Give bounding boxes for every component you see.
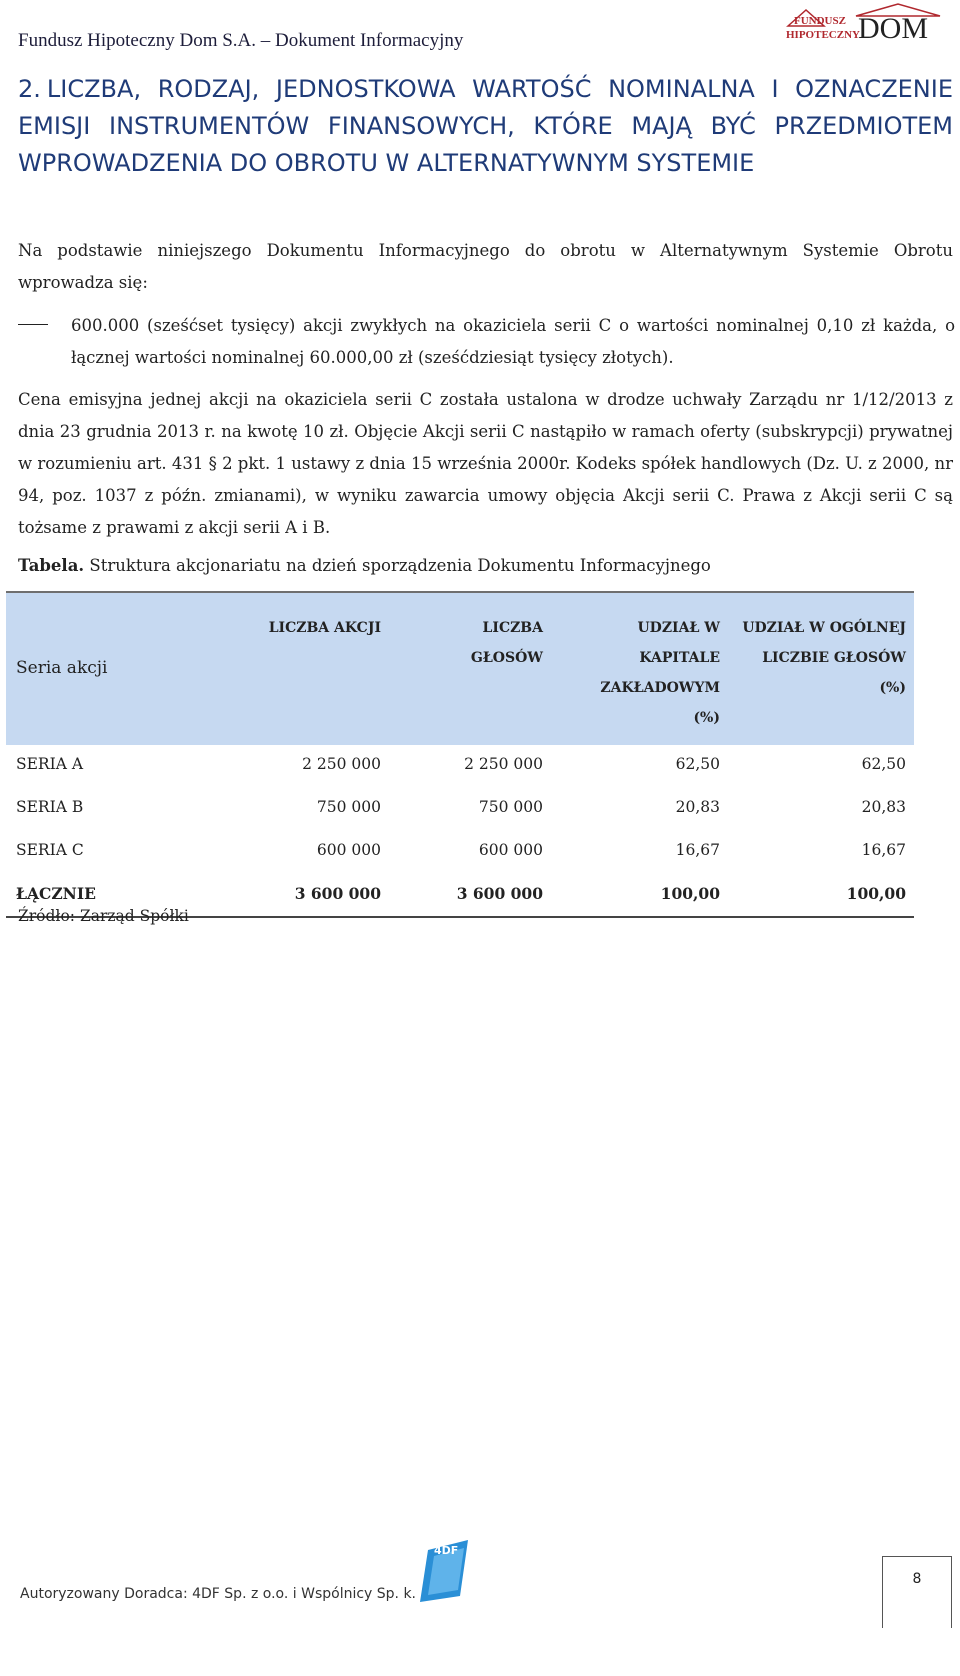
- table-caption: [18, 556, 711, 575]
- logo-line1: FUNDUSZ: [794, 15, 846, 27]
- shareholder-structure-table: [6, 591, 914, 918]
- header-udzial-w-kapitale: UDZIAŁ W KAPITALE ZAKŁADOWYM (%): [600, 620, 720, 726]
- section-heading: [18, 71, 953, 182]
- row-udzial-kapital: 16,67: [675, 841, 720, 859]
- logo-line2: HIPOTECZNY: [786, 29, 860, 41]
- row-udzial-kapital: 20,83: [675, 798, 720, 816]
- table-caption-text: Struktura akcjonariatu na dzień sporządzenia Dokumentu Informacyjnego: [84, 556, 711, 575]
- footer-advisor-text: Autoryzowany Doradca: 4DF Sp. z o.o. i Wspólnicy Sp. k.: [20, 1586, 417, 1602]
- row-liczba-glosow: 600 000: [478, 841, 543, 859]
- header-liczba-akcji: LICZBA AKCJI: [268, 620, 381, 636]
- row-udzial-glosy: 20,83: [861, 798, 906, 816]
- header-liczba-glosow: LICZBA GŁOSÓW: [470, 620, 543, 666]
- total-liczba-glosow: 3 600 000: [456, 884, 543, 903]
- document-header-title: Fundusz Hipoteczny Dom S.A. – Dokument Informacyjny: [18, 30, 464, 51]
- row-label: SERIA A: [16, 755, 84, 773]
- page-number-box: [882, 1556, 952, 1628]
- issue-price-paragraph: Cena emisyjna jednej akcji na okaziciela serii C została ustalona w drodze uchwały Zarządu nr 1/12/2013 z dnia 23 grudnia 2013 r. na kwotę 10 zł. Objęcie Akcji serii C nastąpiło w ramach oferty (subskrypcji) prywatnej w rozumieniu art. 431 § 2 pkt. 1 ustawy z dnia 15 września 2000r. Kodeks spółek handlowych (Dz. U. z 2000, nr 94, poz. 1037 z późn. zmianami), w wyniku zawarcia umowy objęcia Akcji serii C. Prawa z Akcji serii C są tożsame z prawami z akcji serii A i B.: [18, 390, 953, 537]
- footer-logo-text: 4DF: [434, 1544, 459, 1557]
- total-label: ŁĄCZNIE: [16, 884, 96, 903]
- row-udzial-kapital: 62,50: [675, 755, 720, 773]
- 4df-logo: [420, 1540, 472, 1602]
- bullet-paragraph: 600.000 (sześćset tysięcy) akcji zwykłych na okaziciela serii C o wartości nominalnej 0,10 zł każda, o łącznej wartości nominalnej 60.000,00 zł (sześćdziesiąt tysięcy złotych).: [71, 316, 955, 367]
- row-liczba-akcji: 600 000: [316, 841, 381, 859]
- row-liczba-akcji: 750 000: [316, 798, 381, 816]
- row-label: SERIA C: [16, 841, 84, 859]
- fundusz-dom-logo: [780, 2, 950, 46]
- section-number: 2.: [18, 75, 41, 103]
- table-source-note: Źródło: Zarząd Spółki: [18, 907, 189, 925]
- table-row: [6, 831, 914, 874]
- section-heading-text: LICZBA, RODZAJ, JEDNOSTKOWA WARTOŚĆ NOMINALNA I OZNACZENIE EMISJI INSTRUMENTÓW FINANSOWYCH, KTÓRE MAJĄ BYĆ PRZEDMIOTEM WPROWADZENIA DO OBROTU W ALTERNATYWNYM SYSTEMIE: [18, 75, 953, 177]
- row-label: SERIA B: [16, 798, 84, 816]
- table-header-row: [6, 591, 914, 745]
- table-row: [6, 745, 914, 788]
- total-udzial-kapital: 100,00: [660, 884, 720, 903]
- row-udzial-glosy: 16,67: [861, 841, 906, 859]
- table-row: [6, 788, 914, 831]
- row-liczba-glosow: 2 250 000: [464, 755, 543, 773]
- total-udzial-glosy: 100,00: [846, 884, 906, 903]
- header-udzial-w-glosach: UDZIAŁ W OGÓLNEJ LICZBIE GŁOSÓW (%): [742, 620, 906, 696]
- table-caption-label: Tabela.: [18, 556, 85, 575]
- page-number: 8: [912, 1571, 922, 1587]
- row-liczba-akcji: 2 250 000: [302, 755, 381, 773]
- logo-word: DOM: [858, 12, 929, 45]
- bullet-dash: [18, 324, 48, 325]
- row-udzial-glosy: 62,50: [861, 755, 906, 773]
- row-liczba-glosow: 750 000: [478, 798, 543, 816]
- total-liczba-akcji: 3 600 000: [294, 884, 381, 903]
- intro-paragraph: Na podstawie niniejszego Dokumentu Informacyjnego do obrotu w Alternatywnym Systemie Obrotu wprowadza się:: [18, 241, 953, 292]
- header-seria-akcji: Seria akcji: [16, 658, 108, 678]
